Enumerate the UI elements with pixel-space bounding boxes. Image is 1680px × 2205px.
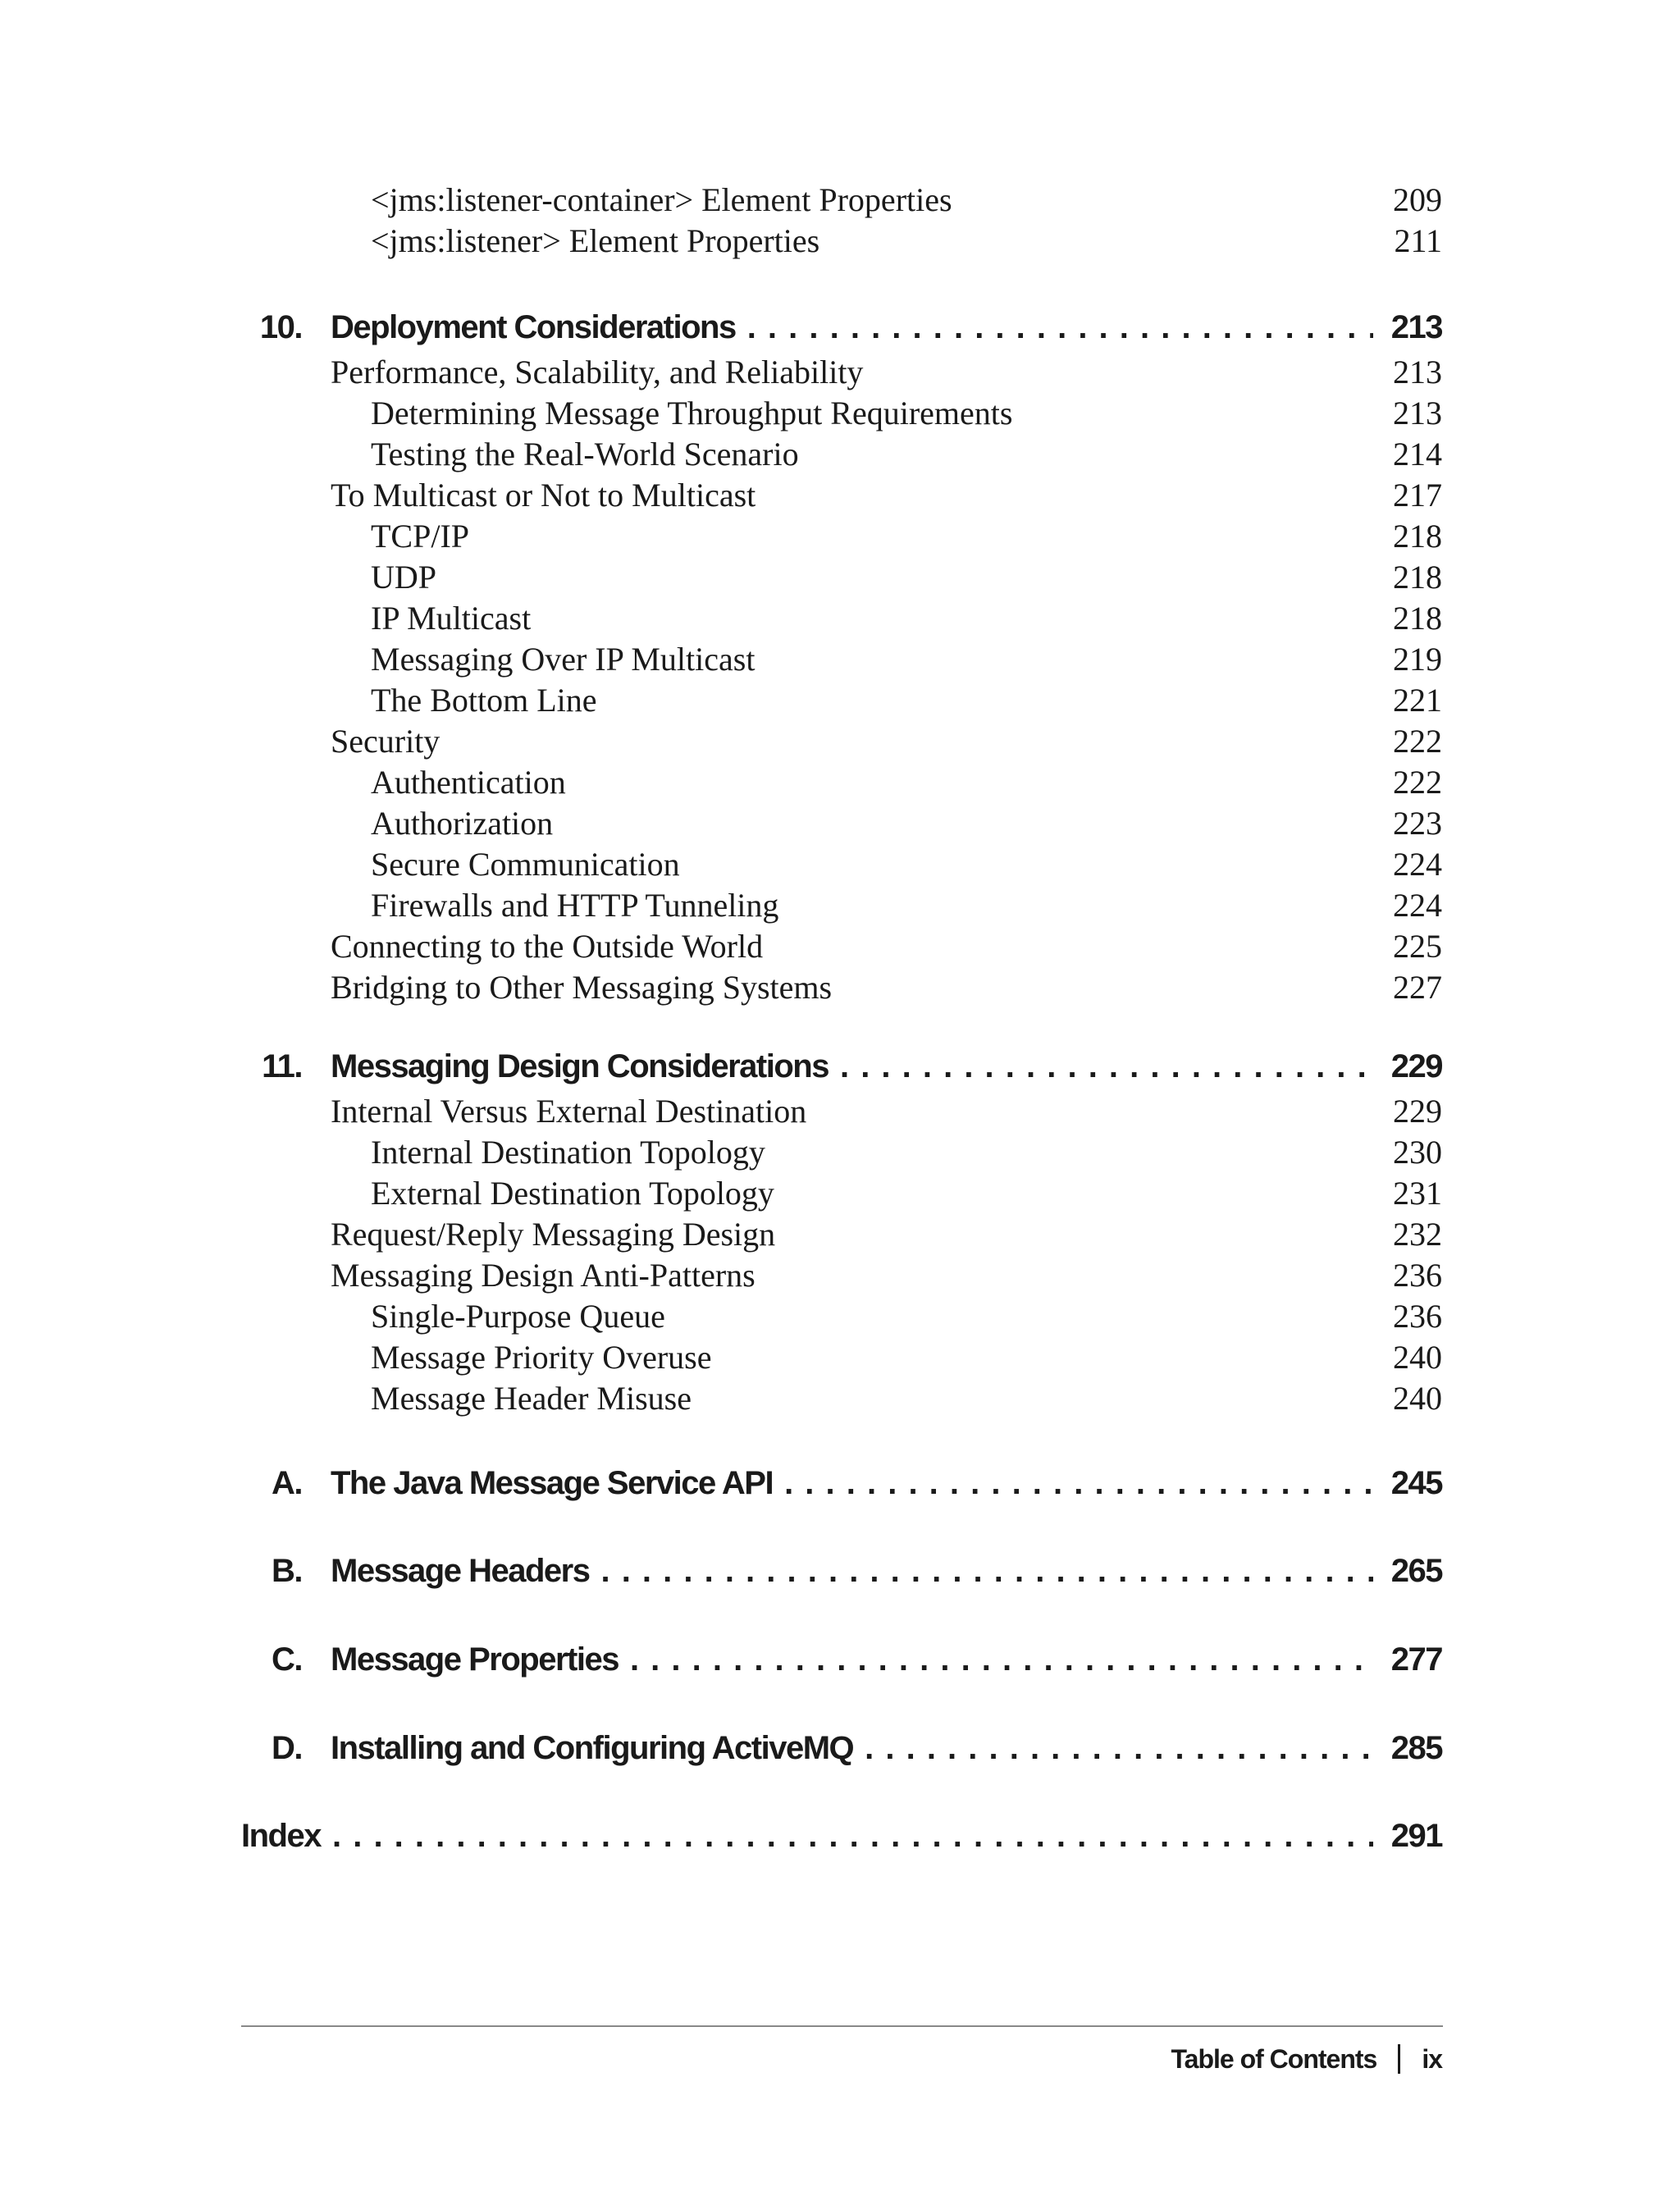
toc-entry[interactable] xyxy=(0,1337,1680,1378)
appendix-title: Message Properties xyxy=(331,1641,619,1678)
chapter-number: 10. xyxy=(259,309,302,345)
toc-entry-title: Connecting to the Outside World xyxy=(331,928,764,965)
toc-entry[interactable] xyxy=(0,352,1680,393)
toc-entry-title: Authentication xyxy=(371,764,566,801)
dot-leader xyxy=(840,1042,1373,1091)
footer-section-title: Table of Contents xyxy=(1171,2044,1377,2074)
toc-entry[interactable] xyxy=(0,803,1680,844)
appendix-title: The Java Message Service API xyxy=(331,1465,774,1501)
toc-entry-page: 211 xyxy=(1394,222,1442,259)
toc-entry-title: Message Priority Overuse xyxy=(371,1339,712,1376)
index-page: 291 xyxy=(1390,1818,1442,1854)
toc-entry-title: Firewalls and HTTP Tunneling xyxy=(371,887,779,924)
toc-entry-title: Bridging to Other Messaging Systems xyxy=(331,969,833,1006)
toc-appendix-a xyxy=(0,1459,1680,1508)
toc-entry[interactable] xyxy=(0,516,1680,557)
toc-entry-page: 218 xyxy=(1393,559,1442,596)
toc-entry-page: 222 xyxy=(1393,723,1442,760)
toc-entry-page: 230 xyxy=(1393,1134,1442,1171)
toc-entry-page: 236 xyxy=(1393,1298,1442,1335)
dot-leader xyxy=(865,1723,1373,1773)
toc-entry-title: Security xyxy=(331,723,441,760)
toc-entry-page: 213 xyxy=(1393,395,1442,431)
toc-entry-page: 213 xyxy=(1393,354,1442,390)
toc-entry[interactable] xyxy=(0,762,1680,803)
appendix-page: 285 xyxy=(1390,1730,1442,1766)
toc-entry-page: 209 xyxy=(1393,181,1442,218)
toc-top-entries xyxy=(0,180,1680,262)
toc-entry-page: 227 xyxy=(1393,969,1442,1006)
toc-entry-title: Single-Purpose Queue xyxy=(371,1298,665,1335)
toc-entry-title: UDP xyxy=(371,559,437,596)
chapter-heading[interactable] xyxy=(0,303,1680,352)
toc-entry-page: 229 xyxy=(1393,1093,1442,1130)
toc-entry-title: To Multicast or Not to Multicast xyxy=(331,477,756,514)
toc-chapter-10 xyxy=(0,303,1680,1008)
toc-entry-page: 218 xyxy=(1393,600,1442,637)
chapter-page: 229 xyxy=(1390,1048,1442,1084)
toc-entry[interactable] xyxy=(0,598,1680,639)
toc-entry-title: Request/Reply Messaging Design xyxy=(331,1216,776,1253)
toc-entry-page: 236 xyxy=(1393,1257,1442,1294)
dot-leader xyxy=(600,1546,1372,1596)
toc-entry[interactable] xyxy=(0,885,1680,926)
appendix-heading[interactable] xyxy=(0,1635,1680,1684)
toc-entry-title: Message Header Misuse xyxy=(371,1380,692,1417)
toc-index xyxy=(0,1811,1680,1860)
toc-entry[interactable] xyxy=(0,680,1680,721)
chapter-heading[interactable] xyxy=(0,1042,1680,1091)
index-title: Index xyxy=(241,1818,321,1854)
toc-entry[interactable] xyxy=(0,1214,1680,1255)
appendix-heading[interactable] xyxy=(0,1459,1680,1508)
dot-leader xyxy=(332,1811,1373,1860)
toc-entry-page: 222 xyxy=(1393,764,1442,801)
toc-entry-page: 231 xyxy=(1393,1175,1442,1212)
dot-leader xyxy=(784,1459,1373,1508)
chapter-page: 213 xyxy=(1390,309,1442,345)
chapter-title: Deployment Considerations xyxy=(331,309,736,345)
toc-entry-title: Secure Communication xyxy=(371,846,680,883)
toc-entry-title: Performance, Scalability, and Reliability xyxy=(331,354,864,390)
toc-entry-page: 225 xyxy=(1393,928,1442,965)
toc-entry-title: <jms:listener> Element Properties xyxy=(371,222,820,259)
toc-entry-page: 218 xyxy=(1393,518,1442,555)
toc-appendix-b xyxy=(0,1546,1680,1596)
toc-appendix-c xyxy=(0,1635,1680,1684)
toc-entry-page: 240 xyxy=(1393,1339,1442,1376)
toc-entry-title: Testing the Real-World Scenario xyxy=(371,436,799,472)
appendix-title: Installing and Configuring ActiveMQ xyxy=(331,1730,854,1766)
toc-entry[interactable] xyxy=(0,475,1680,516)
toc-entry[interactable] xyxy=(0,926,1680,967)
toc-entry-page: 240 xyxy=(1393,1380,1442,1417)
toc-entry-page: 221 xyxy=(1393,682,1442,719)
toc-entry[interactable] xyxy=(0,557,1680,598)
dot-leader xyxy=(630,1635,1373,1684)
dot-leader xyxy=(747,303,1373,352)
toc-entry[interactable] xyxy=(0,1091,1680,1132)
footer-rule xyxy=(241,2025,1443,2027)
toc-entry[interactable] xyxy=(0,434,1680,475)
footer-separator xyxy=(1398,2044,1400,2074)
appendix-page: 245 xyxy=(1390,1465,1442,1501)
footer-page-number: ix xyxy=(1422,2044,1442,2074)
appendix-letter: A. xyxy=(272,1465,302,1501)
appendix-letter: C. xyxy=(272,1641,302,1678)
appendix-heading[interactable] xyxy=(0,1723,1680,1773)
toc-chapter-11 xyxy=(0,1042,1680,1419)
toc-entry-title: The Bottom Line xyxy=(371,682,597,719)
chapter-number: 11. xyxy=(262,1048,302,1084)
toc-entry-page: 223 xyxy=(1393,805,1442,842)
toc-entry-title: IP Multicast xyxy=(371,600,532,637)
toc-entry-title: Internal Versus External Destination xyxy=(331,1093,807,1130)
appendix-heading[interactable] xyxy=(0,1546,1680,1596)
toc-entry[interactable] xyxy=(0,1296,1680,1337)
toc-entry-title: Internal Destination Topology xyxy=(371,1134,765,1171)
toc-entry-page: 232 xyxy=(1393,1216,1442,1253)
toc-entry[interactable] xyxy=(0,721,1680,762)
toc-entry-title: Determining Message Throughput Requirements xyxy=(371,395,1013,431)
toc-entry[interactable] xyxy=(0,1255,1680,1296)
appendix-page: 277 xyxy=(1390,1641,1442,1678)
toc-entry-title: Messaging Design Anti-Patterns xyxy=(331,1257,756,1294)
appendix-page: 265 xyxy=(1390,1553,1442,1589)
toc-entry[interactable] xyxy=(0,393,1680,434)
page-footer xyxy=(1171,2036,1442,2082)
toc-entry[interactable] xyxy=(0,639,1680,680)
toc-entry[interactable] xyxy=(0,844,1680,885)
toc-entry[interactable] xyxy=(0,1132,1680,1173)
toc-entry[interactable] xyxy=(0,967,1680,1008)
index-heading[interactable] xyxy=(0,1811,1680,1860)
toc-entry[interactable] xyxy=(0,1173,1680,1214)
toc-entry-title: <jms:listener-container> Element Properties xyxy=(371,181,952,218)
toc-entry[interactable] xyxy=(0,221,1680,262)
toc-entry-page: 224 xyxy=(1393,887,1442,924)
toc-entry-title: Messaging Over IP Multicast xyxy=(371,641,756,678)
toc-entry-title: TCP/IP xyxy=(371,518,470,555)
toc-entry[interactable] xyxy=(0,1378,1680,1419)
toc-entry[interactable] xyxy=(0,180,1680,221)
toc-entry-page: 219 xyxy=(1393,641,1442,678)
toc-entry-title: Authorization xyxy=(371,805,554,842)
chapter-title: Messaging Design Considerations xyxy=(331,1048,829,1084)
appendix-title: Message Headers xyxy=(331,1553,590,1589)
toc-entry-page: 224 xyxy=(1393,846,1442,883)
toc-entry-page: 217 xyxy=(1393,477,1442,514)
toc-entry-page: 214 xyxy=(1393,436,1442,472)
toc-appendix-d xyxy=(0,1723,1680,1773)
appendix-letter: B. xyxy=(272,1553,302,1589)
toc-entry-title: External Destination Topology xyxy=(371,1175,774,1212)
appendix-letter: D. xyxy=(272,1730,302,1766)
